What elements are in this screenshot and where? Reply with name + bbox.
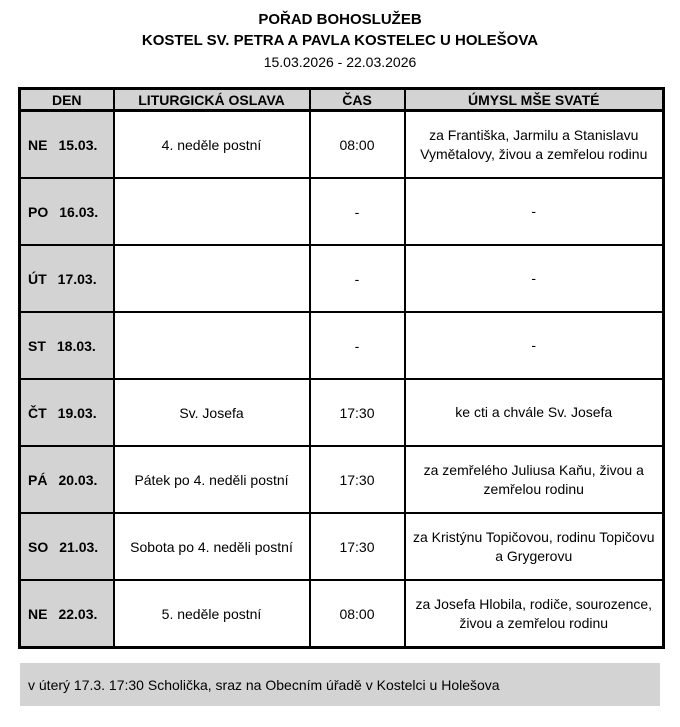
schedule-table [18,87,665,649]
footer-note-text: v úterý 17.3. 17:30 Scholička, sraz na Obecním úřadě v Kostelci u Holešova [28,676,500,693]
time-cell: 17:30 [310,513,405,580]
day-date: 21.03. [59,538,99,555]
footer-note-bar [20,663,660,706]
time-cell: 17:30 [310,379,405,446]
celebration-cell [114,178,310,245]
day-date: 19.03. [57,404,97,421]
day-abbr: NE [28,605,48,622]
time-cell: 08:00 [310,580,405,648]
column-header: DEN [20,89,114,111]
time-cell: 08:00 [310,111,405,179]
day-date: 22.03. [58,605,98,622]
table-row [20,379,664,446]
day-cell [20,178,114,245]
time-cell: 17:30 [310,446,405,513]
table-row [20,580,664,648]
intention-cell: za Josefa Hlobila, rodiče, sourozence, živou a zemřelou rodinu [405,580,664,648]
intention-cell: za Františka, Jarmilu a Stanislavu Vymětalovy, živou a zemřelou rodinu [405,111,664,179]
date-range: 15.03.2026 - 22.03.2026 [263,54,417,70]
day-date: 20.03. [58,471,98,488]
celebration-cell: 5. neděle postní [114,580,310,648]
intention-cell: ke cti a chvále Sv. Josefa [405,379,664,446]
table-body [20,111,664,648]
intention-cell: - [405,312,664,379]
day-abbr: ČT [28,404,47,421]
column-header: ČAS [310,89,405,111]
column-header: ÚMYSL MŠE SVATÉ [405,89,664,111]
day-cell [20,513,114,580]
table-row [20,513,664,580]
day-cell [20,245,114,312]
document-header [0,0,680,72]
day-abbr: PO [28,203,49,220]
day-abbr: SO [28,538,49,555]
column-header: LITURGICKÁ OSLAVA [114,89,310,111]
day-cell [20,111,114,179]
time-cell: - [310,245,405,312]
day-cell [20,379,114,446]
day-cell [20,580,114,648]
day-date: 16.03. [59,203,99,220]
day-cell [20,446,114,513]
time-cell: - [310,312,405,379]
celebration-cell: Sv. Josefa [114,379,310,446]
celebration-cell: Sobota po 4. neděli postní [114,513,310,580]
table-header-row [20,89,664,111]
day-cell [20,312,114,379]
intention-cell: - [405,178,664,245]
day-abbr: PÁ [28,471,48,488]
page-subtitle: KOSTEL SV. PETRA A PAVLA KOSTELEC U HOLEŠOVA [141,32,539,49]
table-row [20,312,664,379]
time-cell: - [310,178,405,245]
day-date: 15.03. [58,136,98,153]
table-row [20,178,664,245]
table-row [20,446,664,513]
celebration-cell: 4. neděle postní [114,111,310,179]
intention-cell: za Kristýnu Topičovou, rodinu Topičovu a Grygerovu [405,513,664,580]
table-row [20,245,664,312]
celebration-cell: Pátek po 4. neděli postní [114,446,310,513]
day-date: 17.03. [57,270,97,287]
intention-cell: za zemřelého Juliusa Kaňu, živou a zemřelou rodinu [405,446,664,513]
intention-cell: - [405,245,664,312]
day-date: 18.03. [56,337,96,354]
table-row [20,111,664,179]
day-abbr: ÚT [28,270,47,287]
day-abbr: ST [28,337,46,354]
day-abbr: NE [28,136,48,153]
celebration-cell [114,245,310,312]
page-title: POŘAD BOHOSLUŽEB [258,11,422,28]
celebration-cell [114,312,310,379]
